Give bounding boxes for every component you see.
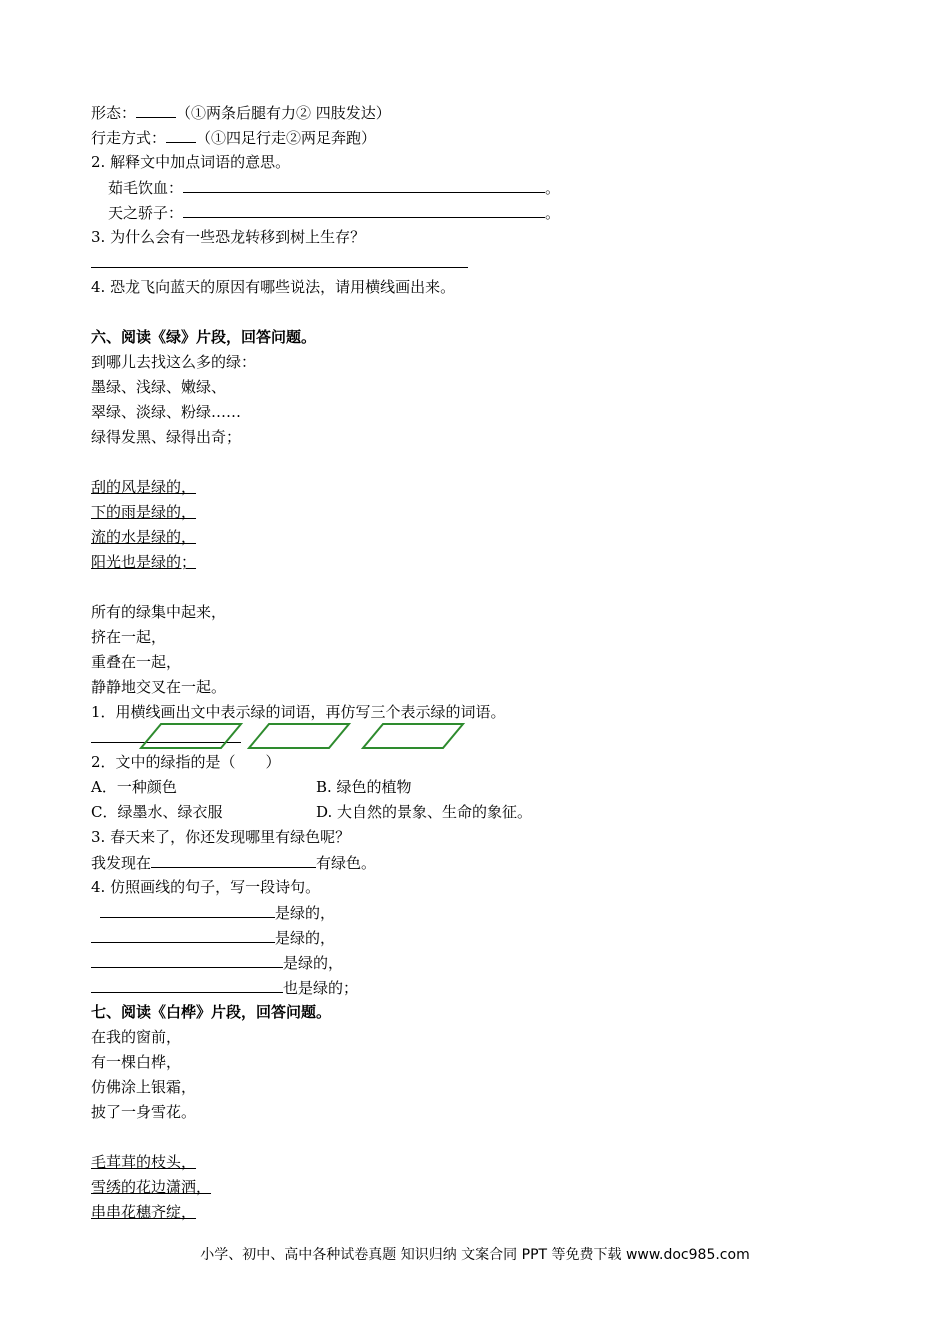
s6-question-1: 1．用横线画出文中表示绿的词语，再仿写三个表示绿的词语。 [91,703,506,721]
poem-line: 在我的窗前， [91,1028,182,1046]
document-page [91,100,851,1225]
walk-label: 行走方式： [91,129,167,147]
q3-answer-blank[interactable] [91,250,468,268]
s6-question-2: 2．文中的绿指的是（ ） [91,753,281,771]
poem-line: 静静地交叉在一起。 [91,678,227,696]
term1-label: 茹毛饮血： [108,179,184,197]
parallelogram-box-1[interactable] [141,724,241,748]
underlined-poem-line: 阳光也是绿的； [91,553,197,571]
choices-cd [91,800,851,825]
underlined-poem-line: 刮的风是绿的， [91,478,197,496]
footer-text: 小学、初中、高中各种试卷真题 知识归纳 文案合同 PPT 等免费下载 www.doc985.com [200,1247,750,1263]
q3-prefix: 我发现在 [91,854,152,872]
question-4: 4. 恐龙飞向蓝天的原因有哪些说法，请用横线画出来。 [91,278,456,296]
section6-heading: 六、阅读《绿》片段，回答问题。 [91,328,317,346]
poem-line: 到哪儿去找这么多的绿： [91,353,257,371]
term2-line [91,200,851,225]
option-b[interactable]: B. 绿色的植物 [316,778,412,796]
question-3: 3. 为什么会有一些恐龙转移到树上生存？ [91,228,366,246]
form-blank[interactable] [136,100,176,118]
s6-q3-blank[interactable] [151,850,316,868]
term1-blank[interactable] [183,175,545,193]
fill-blank[interactable] [100,900,275,918]
walk-line [91,125,851,150]
fill-suffix: 也是绿的； [283,979,359,997]
s6-q3-answer-line [91,850,851,875]
end-mark: 。 [545,204,561,222]
fill-line-4 [91,975,851,1000]
term1-line [91,175,851,200]
section7-heading: 七、阅读《白桦》片段，回答问题。 [91,1003,332,1021]
end-mark: 。 [545,179,561,197]
option-d[interactable]: D. 大自然的景象、生命的象征。 [316,803,533,821]
fill-suffix: 是绿的， [275,929,336,947]
poem-line: 绿得发黑、绿得出奇； [91,428,242,446]
fill-suffix: 是绿的， [275,904,336,922]
poem-line: 有一棵白桦， [91,1053,182,1071]
underlined-poem-line: 串串花穗齐绽， [91,1203,197,1221]
question-2: 2. 解释文中加点词语的意思。 [91,153,291,171]
q3-suffix: 有绿色。 [316,854,377,872]
parallelogram-box-3[interactable] [363,724,463,748]
answer-parallelograms [91,720,471,752]
poem-line: 挤在一起， [91,628,167,646]
fill-blank[interactable] [91,925,275,943]
poem-line: 所有的绿集中起来， [91,603,227,621]
underlined-poem-line: 雪绣的花边潇洒， [91,1178,212,1196]
poem-line: 翠绿、淡绿、粉绿…… [91,403,242,421]
walk-options: （①四足行走②两足奔跑） [196,129,377,147]
s6-question-4: 4. 仿照画线的句子，写一段诗句。 [91,878,321,896]
walk-blank[interactable] [166,125,196,143]
fill-line-2 [91,925,851,950]
form-label: 形态： [91,104,137,122]
poem-line: 重叠在一起， [91,653,182,671]
fill-blank[interactable] [91,975,283,993]
form-options: （①两条后腿有力② 四肢发达） [176,104,391,122]
fill-suffix: 是绿的， [283,954,344,972]
option-a[interactable]: A．一种颜色 [91,778,177,796]
term2-blank[interactable] [183,200,545,218]
poem-line: 墨绿、浅绿、嫩绿、 [91,378,227,396]
fill-line-1 [91,900,851,925]
term2-label: 天之骄子： [108,204,184,222]
underlined-poem-line: 流的水是绿的， [91,528,197,546]
underlined-poem-line: 下的雨是绿的， [91,503,197,521]
parallelogram-box-2[interactable] [249,724,349,748]
q3-answer-line [91,250,851,275]
poem-line: 披了一身雪花。 [91,1103,197,1121]
s6-question-3: 3. 春天来了，你还发现哪里有绿色呢？ [91,828,351,846]
fill-line-3 [91,950,851,975]
choices-ab [91,775,851,800]
underlined-poem-line: 毛茸茸的枝头， [91,1153,197,1171]
fill-blank[interactable] [91,950,283,968]
form-line [91,100,851,125]
option-c[interactable]: C．绿墨水、绿衣服 [91,803,223,821]
poem-line: 仿佛涂上银霜， [91,1078,197,1096]
